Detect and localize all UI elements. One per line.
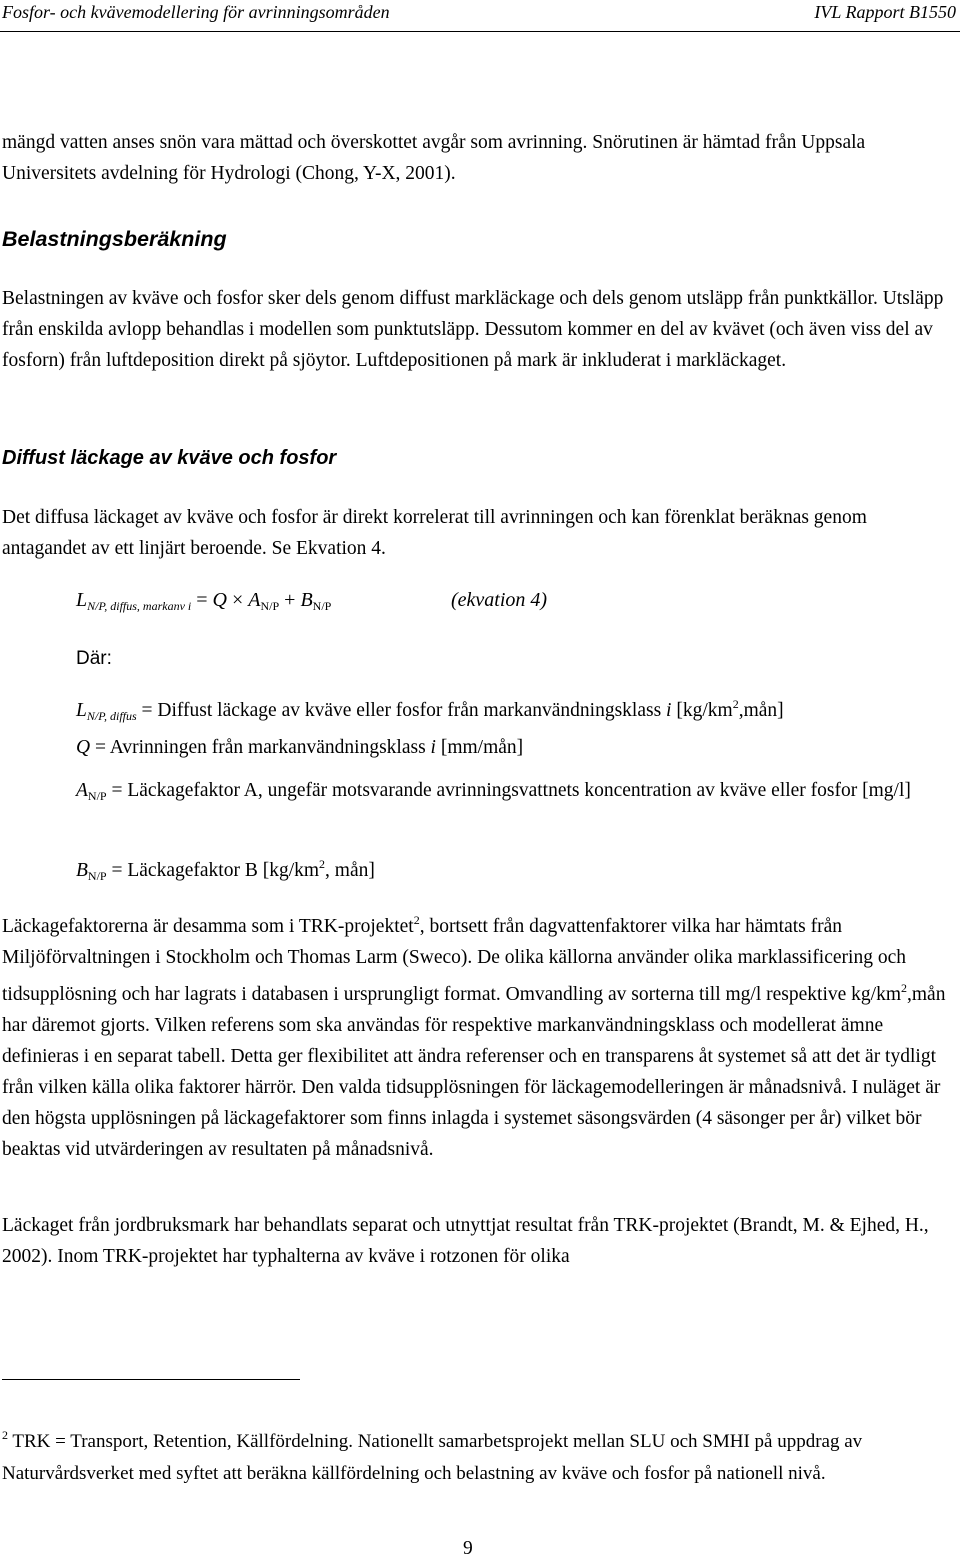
paragraph-belastning: Belastningen av kväve och fosfor sker dels genom diffust markläckage och dels genom utsläpp från punktkällor. Utsläpp från enskilda avlopp behandlas i modellen som punktutsläpp. Dessutom kommer en del av kvävet (och även viss del av fosforn) från luftdeposition direkt på sjöytor. Luftdepositionen på mark är inkluderat i markläckaget. [2,288,944,371]
equation-4 [76,589,331,614]
eq-symbol-a: A [248,589,261,611]
heading-belastningsberakning: Belastningsberäkning [2,227,227,251]
definition-q [76,732,946,763]
eq-sub-l: N/P, diffus, markanv i [87,599,192,613]
eq-sub-a: N/P [260,599,280,613]
definition-l [76,689,946,732]
header-rule [0,31,960,32]
footnote [2,1419,954,1490]
def-l-sub: N/P, diffus [86,709,137,723]
definition-b [76,849,946,892]
footnote-ref[interactable]: 2 [413,913,420,927]
def-b-text-a: = Läckagefaktor B [kg/km [106,860,320,881]
footnote-mark: 2 [2,1428,8,1442]
def-b-sub: N/P [87,869,107,883]
eq-sub-b: N/P [312,599,332,613]
p4-text-a: Läckagefaktorerna är desamma som i TRK-projektet [2,916,414,937]
footnote-text: TRK = Transport, Retention, Källfördelning. Nationellt samarbetsprojekt mellan SLU och SMHI på uppdrag av Naturvårdsverket med syftet att beräkna källfördelning och belastning av kväve och fosfor på nationell nivå. [2,1431,863,1484]
footnote-rule [2,1379,300,1380]
paragraph-diffust: Det diffusa läckaget av kväve och fosfor är direkt korrelerat till avrinningen och kan förenklat beräknas genom antagandet av ett linjärt beroende. Se Ekvation 4. [2,507,867,559]
paragraph-lackagefaktorer [2,905,954,1165]
heading-diffust-lackage: Diffust läckage av kväve och fosfor [2,447,337,469]
header-title: Fosfor- och kvävemodellering för avrinningsområden [2,2,390,22]
def-b-symbol: B [76,860,88,881]
p4-text-b: , bortsett från dagvattenfaktorer vilka har hämtats från Miljöförvaltningen i Stockholm och Thomas Larm (Sweco). De olika källorna använder olika marklassificering och tidsupplösning och har lagrats i databasen i ursprungligt format. Omvandling av sorterna till mg/l respektive kg/km [2,916,906,1005]
where-label: Där: [76,648,112,669]
def-l-sup: 2 [732,697,739,711]
eq-symbol-q: Q [212,589,227,611]
def-q-text-b: [mm/mån] [435,737,524,758]
def-b-text-b: , mån] [325,860,375,881]
def-l-index: i [666,700,672,721]
paragraph-snow: mängd vatten anses snön vara mättad och överskottet avgår som avrinning. Snörutinen är hämtad från Uppsala Universitets avdelning för Hydrologi (Chong, Y-X, 2001). [2,132,866,184]
def-l-text-c: ,mån] [738,700,784,721]
def-l-text-a: = Diffust läckage av kväve eller fosfor från markanvändningsklass [136,700,667,721]
eq-equals: = [191,589,213,611]
definition-a [76,775,946,812]
equation-label: (ekvation 4) [451,589,548,611]
def-a-sub: N/P [87,789,107,803]
p4-sup-2: 2 [901,981,907,995]
def-b-sup: 2 [319,857,326,871]
def-a-text: = Läckagefaktor A, ungefär motsvarande avrinningsvattnets koncentration av kväve eller fosfor [mg/l] [106,780,911,801]
page-header [0,0,960,34]
eq-plus: + [279,589,301,611]
paragraph-jordbruksmark: Läckaget från jordbruksmark har behandlats separat och utnyttjat resultat från TRK-projektet (Brandt, M. & Ejhed, H., 2002). Inom TRK-projektet har typhalterna av kväve i rotzonen för olika [2,1215,929,1267]
header-report-id: IVL Rapport B1550 [814,2,956,22]
p4-text-c: ,mån har däremot gjorts. Vilken referens som ska användas för respektive markanvändningsklass och modellerat ämne definieras i en separat tabell. Detta ger flexibilitet att ändra referenser och en transparens åt systemet så att det är tydligt från vilken källa olika faktorer härrör. Den valda tidsupplösningen för läckagemodelleringen är månadsnivå. I nuläget är den högsta upplösningen på läckagefaktorer som finns inlagda i systemet säsongsvärden (4 säsonger per år) vilket bör beaktas vid utvärderingen av resultaten på månadsnivå. [2,984,946,1160]
def-q-symbol: Q [76,737,91,758]
def-q-index: i [430,737,436,758]
eq-symbol-b: B [300,589,313,611]
def-l-symbol: L [76,700,87,721]
eq-times: × [226,589,249,611]
def-a-symbol: A [76,780,88,801]
eq-symbol-l: L [76,589,88,611]
def-l-text-b: [kg/km [671,700,733,721]
def-q-text-a: = Avrinningen från markanvändningsklass [90,737,431,758]
page-number: 9 [463,1538,473,1559]
